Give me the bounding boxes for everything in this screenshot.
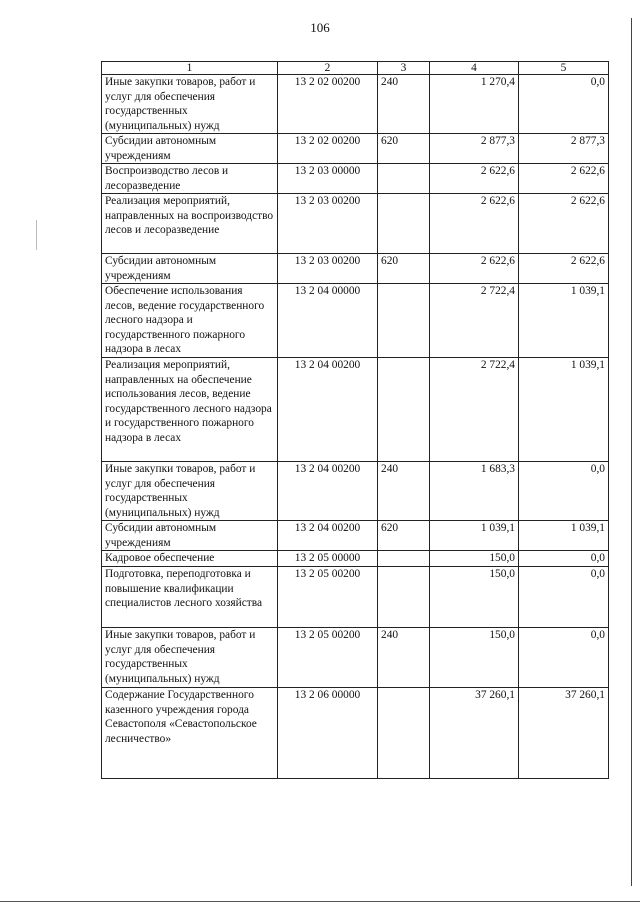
- budget-table-body: [102, 62, 609, 779]
- row-code: 13 2 04 00200: [278, 462, 378, 521]
- row-expense-type: [378, 358, 430, 462]
- row-name: Иные закупки товаров, работ и услуг для обеспечения государственных (муниципальных) нужд: [102, 628, 278, 688]
- row-value-4: 2 877,3: [430, 134, 519, 164]
- row-value-5: 0,0: [519, 628, 609, 688]
- table-row: [102, 254, 609, 284]
- table-header-row: [102, 62, 609, 75]
- row-name: Содержание Государственного казенного учреждения города Севастополя «Севастопольское лесничество»: [102, 688, 278, 779]
- row-name: Обеспечение использования лесов, ведение государственного лесного надзора и государственного пожарного надзора в лесах: [102, 284, 278, 358]
- row-code: 13 2 06 00000: [278, 688, 378, 779]
- scan-edge-line: [631, 18, 632, 886]
- budget-table: [101, 61, 609, 779]
- row-value-5: 1 039,1: [519, 521, 609, 551]
- row-name: Субсидии автономным учреждениям: [102, 134, 278, 164]
- column-header: 5: [519, 62, 609, 75]
- row-code: 13 2 04 00200: [278, 358, 378, 462]
- table-row: [102, 164, 609, 194]
- row-name: Подготовка, переподготовка и повышение квалификации специалистов лесного хозяйства: [102, 567, 278, 628]
- row-expense-type: [378, 194, 430, 254]
- column-header: 1: [102, 62, 278, 75]
- table-row: [102, 284, 609, 358]
- scan-bottom-line: [0, 901, 640, 902]
- row-code: 13 2 03 00200: [278, 254, 378, 284]
- row-value-5: 0,0: [519, 551, 609, 567]
- row-expense-type: [378, 567, 430, 628]
- table-row: [102, 75, 609, 134]
- table-row: [102, 134, 609, 164]
- table-row: [102, 688, 609, 779]
- row-code: 13 2 04 00000: [278, 284, 378, 358]
- column-header: 2: [278, 62, 378, 75]
- row-expense-type: 620: [378, 134, 430, 164]
- row-value-5: 2 622,6: [519, 164, 609, 194]
- row-name: Воспроизводство лесов и лесоразведение: [102, 164, 278, 194]
- table-row: [102, 628, 609, 688]
- row-expense-type: [378, 688, 430, 779]
- row-value-5: 2 877,3: [519, 134, 609, 164]
- column-header: 4: [430, 62, 519, 75]
- row-code: 13 2 05 00200: [278, 567, 378, 628]
- table-row: [102, 194, 609, 254]
- row-expense-type: 240: [378, 462, 430, 521]
- row-name: Иные закупки товаров, работ и услуг для обеспечения государственных (муниципальных) нужд: [102, 462, 278, 521]
- row-code: 13 2 02 00200: [278, 75, 378, 134]
- row-code: 13 2 05 00200: [278, 628, 378, 688]
- row-value-4: 2 622,6: [430, 164, 519, 194]
- row-value-5: 2 622,6: [519, 194, 609, 254]
- row-value-5: 0,0: [519, 567, 609, 628]
- row-value-5: 37 260,1: [519, 688, 609, 779]
- row-name: Субсидии автономным учреждениям: [102, 254, 278, 284]
- row-value-4: 150,0: [430, 567, 519, 628]
- row-code: 13 2 05 00000: [278, 551, 378, 567]
- row-value-4: 1 039,1: [430, 521, 519, 551]
- table-row: [102, 521, 609, 551]
- row-name: Реализация мероприятий, направленных на воспроизводство лесов и лесоразведение: [102, 194, 278, 254]
- row-code: 13 2 04 00200: [278, 521, 378, 551]
- table-row: [102, 551, 609, 567]
- row-code: 13 2 03 00000: [278, 164, 378, 194]
- row-value-4: 37 260,1: [430, 688, 519, 779]
- row-value-4: 1 270,4: [430, 75, 519, 134]
- row-expense-type: 240: [378, 75, 430, 134]
- row-value-5: 1 039,1: [519, 284, 609, 358]
- row-value-4: 2 722,4: [430, 358, 519, 462]
- scan-edge-mark: [36, 220, 37, 250]
- row-name: Реализация мероприятий, направленных на обеспечение использования лесов, ведение государственного лесного надзора и государственного пожарного надзора в лесах: [102, 358, 278, 462]
- row-expense-type: 620: [378, 254, 430, 284]
- row-value-5: 2 622,6: [519, 254, 609, 284]
- row-value-4: 2 622,6: [430, 194, 519, 254]
- row-value-5: 0,0: [519, 462, 609, 521]
- row-code: 13 2 03 00200: [278, 194, 378, 254]
- row-expense-type: [378, 284, 430, 358]
- row-value-5: 1 039,1: [519, 358, 609, 462]
- row-value-4: 2 622,6: [430, 254, 519, 284]
- row-value-5: 0,0: [519, 75, 609, 134]
- row-name: Иные закупки товаров, работ и услуг для обеспечения государственных (муниципальных) нужд: [102, 75, 278, 134]
- row-value-4: 2 722,4: [430, 284, 519, 358]
- row-value-4: 150,0: [430, 551, 519, 567]
- page-number: 106: [310, 20, 330, 35]
- column-header: 3: [378, 62, 430, 75]
- row-name: Субсидии автономным учреждениям: [102, 521, 278, 551]
- row-name: Кадровое обеспечение: [102, 551, 278, 567]
- table-row: [102, 462, 609, 521]
- row-expense-type: [378, 551, 430, 567]
- table-row: [102, 358, 609, 462]
- table-row: [102, 567, 609, 628]
- row-value-4: 150,0: [430, 628, 519, 688]
- row-code: 13 2 02 00200: [278, 134, 378, 164]
- row-expense-type: 620: [378, 521, 430, 551]
- row-expense-type: 240: [378, 628, 430, 688]
- row-expense-type: [378, 164, 430, 194]
- row-value-4: 1 683,3: [430, 462, 519, 521]
